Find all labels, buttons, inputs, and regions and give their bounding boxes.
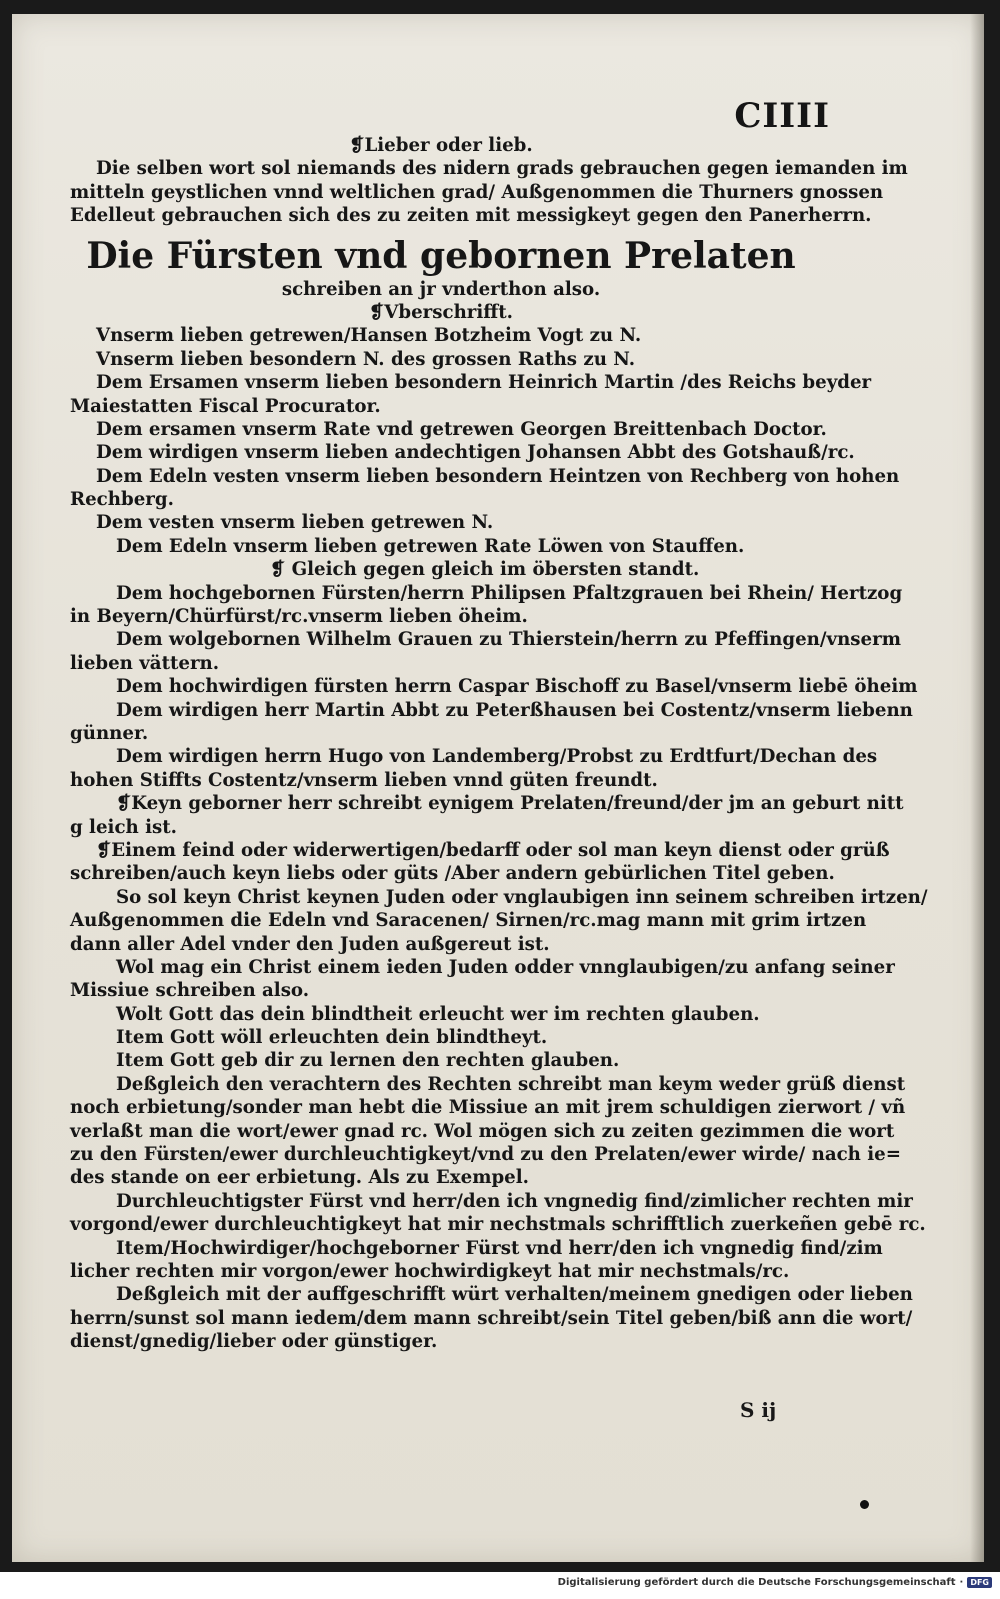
text-line: herrn/sunst sol mann iedem/dem mann schreibt/sein Titel geben/biß ann die wort/ — [70, 1307, 913, 1329]
text-line: Dem Edeln vesten vnserm lieben besondern Heintzen von Rechberg von hohen — [96, 465, 900, 487]
text-line: Edelleut gebrauchen sich des zu zeiten mit messigkeyt gegen den Panerherrn. — [70, 205, 872, 227]
text-line: Rechberg. — [70, 489, 174, 511]
dfg-logo-icon: DFG — [967, 1577, 992, 1588]
text-line: Deßgleich den verachtern des Rechten schreibt man keym weder grüß dienst — [116, 1073, 906, 1095]
text-line: Die selben wort sol niemands des nidern grads gebrauchen gegen iemanden im — [96, 158, 908, 180]
digitization-credit: Digitalisierung gefördert durch die Deutsche Forschungsgemeinschaft · DFG — [558, 1577, 992, 1588]
section-heading: Die Fürsten vnd gebornen Prelaten — [86, 234, 796, 277]
text-line: Dem hochwirdigen fürsten herrn Caspar Bischoff zu Basel/vnserm liebē öheim — [116, 676, 918, 698]
text-line: Missiue schreiben also. — [70, 980, 310, 1002]
page-edge-shadow — [970, 14, 984, 1562]
text-line: schreiben/auch keyn liebs oder güts /Aber andern gebürlichen Titel geben. — [70, 863, 835, 885]
text-line: ❡Vberschrifft. — [369, 301, 513, 323]
text-line: Dem wolgebornen Wilhelm Grauen zu Thierstein/herrn zu Pfeffingen/vnserm — [116, 629, 901, 651]
text-line: Außgenommen die Edeln vnd Saracenen/ Sirnen/rc.mag mann mit grim irtzen — [70, 910, 867, 932]
folio-number: CIIII — [734, 96, 830, 136]
text-line: Maiestatten Fiscal Procurator. — [70, 395, 381, 417]
text-line: Dem ersamen vnserm Rate vnd getrewen Georgen Breittenbach Doctor. — [96, 418, 827, 440]
text-line: lieben vättern. — [70, 652, 220, 674]
ink-dot — [860, 1500, 869, 1509]
text-line: Dem hochgebornen Fürsten/herrn Philipsen Pfaltzgrauen bei Rhein/ Hertzog — [116, 582, 903, 604]
page-text-body — [70, 134, 928, 1354]
text-line: Dem Ersamen vnserm lieben besondern Heinrich Martin /des Reichs beyder — [96, 372, 872, 394]
text-line: hohen Stiffts Costentz/vnserm lieben vnnd güten freundt. — [70, 769, 658, 791]
text-line: dann aller Adel vnder den Juden außgereut ist. — [70, 933, 550, 955]
text-line: Item Gott geb dir zu lernen den rechten glauben. — [116, 1050, 620, 1072]
text-line: Dem Edeln vnserm lieben getrewen Rate Löwen von Stauffen. — [116, 535, 745, 557]
text-line: Dem vesten vnserm lieben getrewen N. — [96, 512, 494, 534]
text-line: in Beyern/Chürfürst/rc.vnserm lieben öheim. — [70, 606, 528, 628]
text-line: g leich ist. — [70, 816, 177, 838]
text-line: ❡Einem feind oder widerwertigen/bedarff oder sol man keyn dienst oder grüß — [96, 839, 890, 861]
text-line: Dem wirdigen vnserm lieben andechtigen Johansen Abbt des Gotshauß/rc. — [96, 442, 855, 464]
text-line: Wol mag ein Christ einem ieden Juden odder vnnglaubigen/zu anfang seiner — [116, 956, 895, 978]
text-line: Deßgleich mit der auffgeschrifft würt verhalten/meinem gnedigen oder lieben — [116, 1284, 913, 1306]
text-line: des stande on eer erbietung. Als zu Exempel. — [70, 1167, 529, 1189]
text-line: dienst/gnedig/lieber oder günstiger. — [70, 1331, 438, 1353]
text-line: zu den Fürsten/ewer durchleuchtigkeyt/vnd zu den Prelaten/ewer wirde/ nach ie= — [70, 1144, 901, 1166]
text-line: Item Gott wöll erleuchten dein blindtheyt. — [116, 1027, 548, 1049]
text-line: noch erbietung/sonder man hebt die Missiue an mit jrem schuldigen zierwort / vñ — [70, 1097, 906, 1119]
text-line: vorgond/ewer durchleuchtigkeyt hat mir nechstmals schrifftlich zuerkeñen gebē rc. — [70, 1214, 926, 1236]
text-line: mitteln geystlichen vnnd weltlichen grad/ Außgenommen die Thurners gnossen — [70, 181, 884, 203]
text-line: Item/Hochwirdiger/hochgeborner Fürst vnd herr/den ich vngnedig find/zim — [116, 1237, 883, 1259]
text-line: So sol keyn Christ keynen Juden oder vnglaubigen inn seinem schreiben irtzen/ — [116, 886, 928, 908]
text-line: Dem wirdigen herrn Hugo von Landemberg/Probst zu Erdtfurt/Dechan des — [116, 746, 878, 768]
text-line: schreiben an jr vnderthon also. — [281, 278, 601, 300]
credit-text: Digitalisierung gefördert durch die Deutsche Forschungsgemeinschaft — [557, 1577, 956, 1588]
text-line: Vnserm lieben besondern N. des grossen Raths zu N. — [96, 348, 636, 370]
text-line: verlaßt man die wort/ewer gnad rc. Wol mögen sich zu zeiten gezimmen die wort — [70, 1120, 895, 1142]
text-line: Dem wirdigen herr Martin Abbt zu Peterßhausen bei Costentz/vnserm liebenn — [116, 699, 913, 721]
text-line: Vnserm lieben getrewen/Hansen Botzheim Vogt zu N. — [96, 325, 642, 347]
text-line: ❡ Gleich gegen gleich im öbersten standt. — [270, 559, 700, 581]
text-line: Wolt Gott das dein blindtheit erleucht wer im rechten glauben. — [116, 1003, 760, 1025]
text-line: Durchleuchtigster Fürst vnd herr/den ich vngnedig find/zimlicher rechten mir — [116, 1190, 913, 1212]
text-line: licher rechten mir vorgon/ewer hochwirdigkeyt hat mir nechstmals/rc. — [70, 1260, 790, 1282]
text-line: ❡Lieber oder lieb. — [349, 135, 533, 156]
signature-mark: S ij — [740, 1398, 777, 1422]
text-line: günner. — [70, 722, 149, 744]
text-line: ❡Keyn geborner herr schreibt eynigem Prelaten/freund/der jm an geburt nitt — [116, 793, 904, 815]
